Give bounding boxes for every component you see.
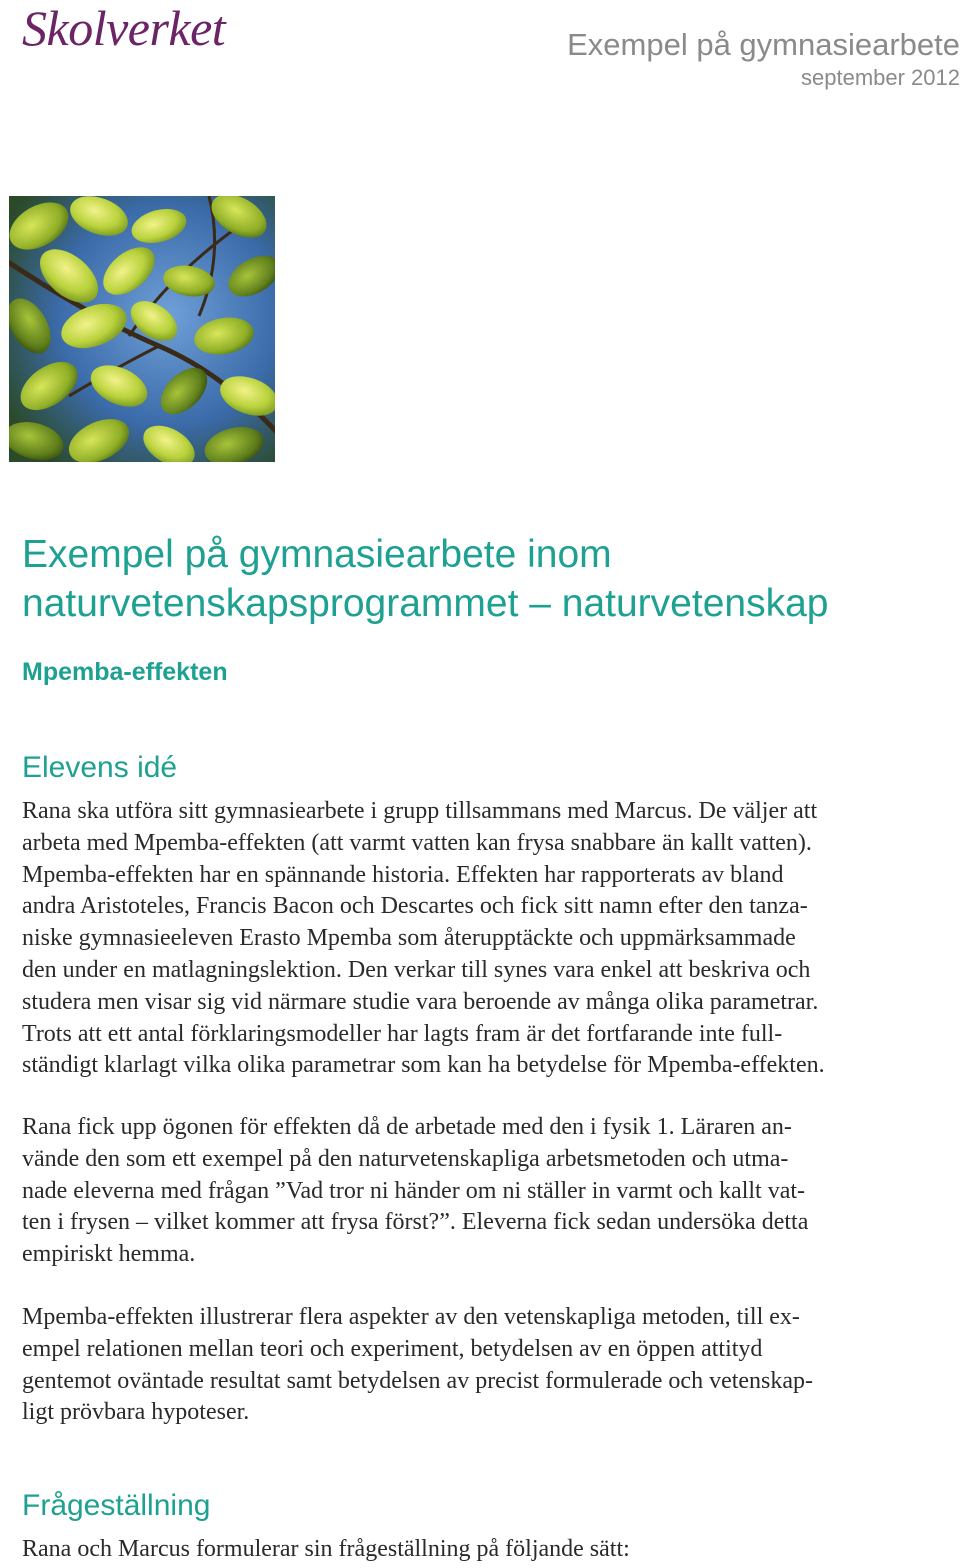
text-line: andra Aristoteles, Francis Bacon och Descartes och fick sitt namn efter den tanza-: [22, 893, 808, 920]
text-line: ten i frysen – vilket kommer att frysa först?”. Eleverna fick sedan undersöka detta: [22, 1209, 809, 1236]
section-heading-fragestallning: Frågeställning: [22, 1489, 211, 1522]
paragraph-2: [22, 1112, 808, 1271]
document-title-line-1: Exempel på gymnasiearbete inom: [22, 533, 612, 576]
document-title: [22, 530, 828, 628]
leaves-photo: [9, 196, 275, 462]
text-line: empiriskt hemma.: [22, 1241, 196, 1268]
document-subtitle: Mpemba-effekten: [22, 658, 228, 686]
text-line: Rana fick upp ögonen för effekten då de arbetade med den i fysik 1. Läraren an-: [22, 1114, 792, 1140]
document-header: [567, 26, 960, 92]
text-line: ligt prövbara hypoteser.: [22, 1399, 250, 1426]
section-heading-elevens-ide: Elevens idé: [22, 751, 178, 784]
text-line: den under en matlagningslektion. Den verkar till synes vara enkel att beskriva och: [22, 956, 811, 983]
text-line: nade eleverna med frågan ”Vad tror ni händer om ni ställer in varmt och kallt vat-: [22, 1177, 806, 1204]
text-line: vände den som ett exempel på den naturvetenskapliga arbetsmetoden och utma-: [22, 1145, 789, 1172]
paragraph-4: [22, 1534, 630, 1566]
text-line: studera men visar sig vid närmare studie vara beroende av många olika parametrar.: [22, 988, 819, 1015]
text-line: Rana ska utföra sitt gymnasiearbete i grupp tillsammans med Marcus. De väljer att: [22, 798, 818, 824]
skolverket-logo: Skolverket: [22, 0, 226, 56]
text-line: ständigt klarlagt vilka olika parametrar som kan ha betydelse för Mpemba-effekten.: [22, 1052, 825, 1079]
paragraph-3: [22, 1302, 813, 1429]
text-line: Trots att ett antal förklaringsmodeller har lagts fram är det fortfarande inte full-: [22, 1020, 783, 1047]
header-date: september 2012: [801, 65, 960, 90]
text-line: empel relationen mellan teori och experiment, betydelsen av en öppen attityd: [22, 1335, 763, 1362]
text-line: Rana och Marcus formulerar sin frågeställning på följande sätt:: [22, 1536, 630, 1562]
text-line: Mpemba-effekten illustrerar flera aspekter av den vetenskapliga metoden, till ex-: [22, 1304, 800, 1330]
paragraph-1: [22, 796, 825, 1082]
text-line: Mpemba-effekten har en spännande historia. Effekten har rapporterats av bland: [22, 861, 784, 888]
text-line: niske gymnasieeleven Erasto Mpemba som återupptäckte och uppmärksammade: [22, 925, 796, 952]
text-line: gentemot oväntade resultat samt betydelsen av precist formulerade och vetenskap-: [22, 1367, 814, 1394]
text-line: arbeta med Mpemba-effekten (att varmt vatten kan frysa snabbare än kallt vatten).: [22, 829, 812, 856]
header-title: Exempel på gymnasiearbete: [567, 27, 960, 62]
document-title-line-2: naturvetenskapsprogrammet – naturvetenskap: [22, 582, 829, 625]
